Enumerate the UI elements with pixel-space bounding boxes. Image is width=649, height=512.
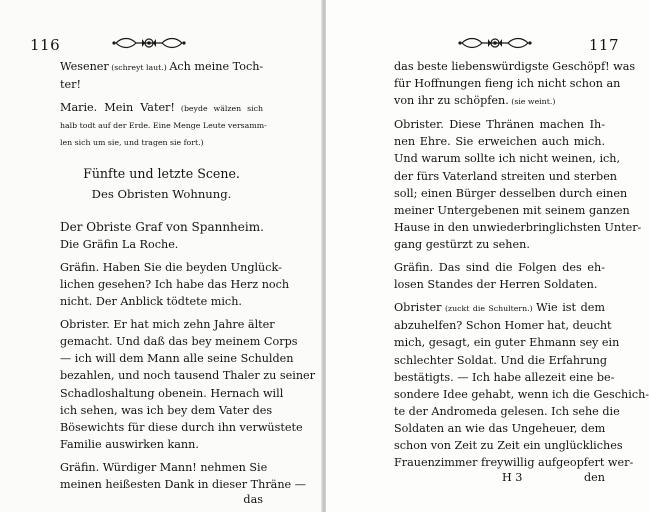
line-text: ter! <box>60 78 81 92</box>
text-line <box>60 76 263 93</box>
line-text: Obrister <box>394 301 442 315</box>
stage-direction: (sie weint.) <box>508 97 556 107</box>
text-line <box>60 99 263 117</box>
line-text: Wesener <box>60 60 109 73</box>
text-line <box>394 317 612 334</box>
left-page-header <box>30 0 263 58</box>
text-line <box>60 276 290 293</box>
text-line <box>60 459 268 476</box>
text-line <box>394 403 620 420</box>
text-line <box>394 133 605 150</box>
text-line <box>60 436 263 453</box>
text-line <box>394 58 636 75</box>
text-line <box>60 58 263 76</box>
text-line <box>394 219 642 236</box>
text-line <box>60 134 263 151</box>
left-page <box>0 0 323 512</box>
line-text: Obrister. Diese Thränen machen Ih- <box>394 118 605 132</box>
line-text: Frauenzimmer freywillig aufgeopfert wer- <box>394 456 634 470</box>
page-number-left: 116 <box>30 36 61 54</box>
line-text: Obrister. Er hat mich zehn Jahre älter <box>60 318 275 332</box>
line-text: Und warum sollte ich nicht weinen, ich, <box>394 152 621 166</box>
text-line <box>394 369 615 386</box>
text-line <box>394 334 620 351</box>
text-line <box>60 333 298 350</box>
line-text: meiner Untergebenen mit seinem ganzen <box>394 203 630 217</box>
line-text: Soldaten an wie das Ungeheuer, dem <box>394 421 606 435</box>
text-line <box>394 116 605 133</box>
text-line <box>60 219 263 236</box>
text-line <box>394 352 608 369</box>
text-line <box>394 168 618 185</box>
page-number-right: 117 <box>588 36 619 54</box>
text-line <box>394 454 634 471</box>
signature-mark: H 3 <box>502 471 523 485</box>
line-text: Marie. Mein Vater! <box>60 101 175 115</box>
text-line <box>60 117 267 134</box>
line-text: len sich um sie, und tragen sie fort.) <box>60 138 204 148</box>
catchword-left: das <box>243 493 263 507</box>
line-text: nen Ehre. Sie erweichen auch mich. <box>394 135 605 149</box>
line-text: Fünfte und letzte Scene. <box>83 166 240 182</box>
left-page-footer <box>60 493 263 511</box>
right-page-header <box>394 0 619 58</box>
text-line <box>60 293 263 310</box>
line-text: Des Obristen Wohnung. <box>91 186 232 201</box>
text-line <box>60 419 303 436</box>
line-text: schon von Zeit zu Zeit ein unglückliches <box>394 438 623 452</box>
text-line <box>394 202 630 219</box>
left-page-text <box>60 58 316 493</box>
text-line <box>394 185 628 202</box>
text-line <box>394 299 605 317</box>
ornament-icon <box>112 36 186 50</box>
line-text: schlechter Soldat. Und die Erfahrung <box>394 353 608 367</box>
line-text-tail: Wie ist dem <box>536 301 606 315</box>
line-text: lichen gesehen? Ich habe das Herz noch <box>60 277 290 291</box>
line-text: gang gestürzt zu sehen. <box>394 237 530 251</box>
text-line <box>394 276 605 293</box>
line-text: Familie auswirken kann. <box>60 437 199 451</box>
right-page-footer <box>394 471 605 489</box>
line-text: das beste liebenswürdigste Geschöpf! was <box>394 60 636 73</box>
text-line <box>60 350 294 367</box>
right-page <box>326 0 649 512</box>
text-line <box>60 316 275 333</box>
line-text: gemacht. Und daß das bey meinem Corps <box>60 335 298 349</box>
text-line <box>60 367 316 384</box>
line-text: mich, gesagt, ein guter Ehmann sey ein <box>394 336 620 350</box>
text-line <box>394 236 605 253</box>
line-text: meinen heißesten Dank in dieser Thräne — <box>60 477 306 491</box>
line-text: Schadloshaltung obenein. Hernach will <box>60 386 284 400</box>
line-text: von ihr zu schöpfen. <box>394 94 509 108</box>
text-line <box>60 236 263 253</box>
line-text: te der Andromeda gelesen. Ich sehe die <box>394 404 620 418</box>
line-text: losen Standes der Herren Soldaten. <box>394 278 598 292</box>
line-text: Die Gräfin La Roche. <box>60 237 179 251</box>
line-text: für Hoffnungen fieng ich nicht schon an <box>394 77 621 91</box>
line-text: halb todt auf der Erde. Eine Menge Leute versamm- <box>60 121 267 131</box>
line-text: — ich will dem Mann alle seine Schulden <box>60 352 294 366</box>
line-text: Gräfin. Haben Sie die beyden Unglück- <box>60 260 282 274</box>
line-text: bezahlen, und noch tausend Thaler zu seiner <box>60 369 316 383</box>
stage-direction: (schreyt laut.) <box>108 63 170 72</box>
line-text: soll; einen Bürger desselben durch einen <box>394 186 628 200</box>
stage-direction: (zuckt die Schultern.) <box>441 304 537 314</box>
text-line <box>60 385 284 402</box>
line-text-tail: Ach meine Toch- <box>169 60 264 73</box>
ornament-icon <box>458 36 532 50</box>
line-text: Hause in den unwiederbringlichsten Unter- <box>394 220 642 234</box>
line-text: ich sehen, was ich bey dem Vater des <box>60 403 273 417</box>
text-line <box>394 386 649 403</box>
text-line <box>394 259 605 276</box>
text-line <box>60 402 273 419</box>
text-line <box>394 92 605 110</box>
line-text: Gräfin. Das sind die Folgen des eh- <box>394 261 605 275</box>
line-text: Gräfin. Würdiger Mann! nehmen Sie <box>60 460 268 474</box>
text-line <box>60 165 263 182</box>
text-line <box>394 420 605 437</box>
line-text: bestätigts. — Ich habe allezeit eine be- <box>394 370 615 384</box>
line-text: Bösewichts für diese durch ihn verwüstete <box>60 420 303 434</box>
line-text: abzuhelfen? Schon Homer hat, deucht <box>394 319 612 333</box>
text-line <box>60 259 282 276</box>
line-text: der fürs Vaterland streiten und sterben <box>394 169 618 183</box>
line-text: nicht. Der Anblick tödtete mich. <box>60 295 242 309</box>
catchword-right: den <box>584 471 605 485</box>
line-text: Der Obriste Graf von Spannheim. <box>60 219 264 234</box>
text-line <box>60 476 306 493</box>
right-page-text <box>394 58 649 471</box>
text-line <box>394 437 623 454</box>
line-text: sondere Idee gehabt, wenn ich die Geschich- <box>394 387 649 401</box>
stage-direction: (beyde wälzen sich <box>174 104 263 114</box>
text-line <box>60 186 263 203</box>
text-line <box>394 150 621 167</box>
text-line <box>394 75 621 92</box>
